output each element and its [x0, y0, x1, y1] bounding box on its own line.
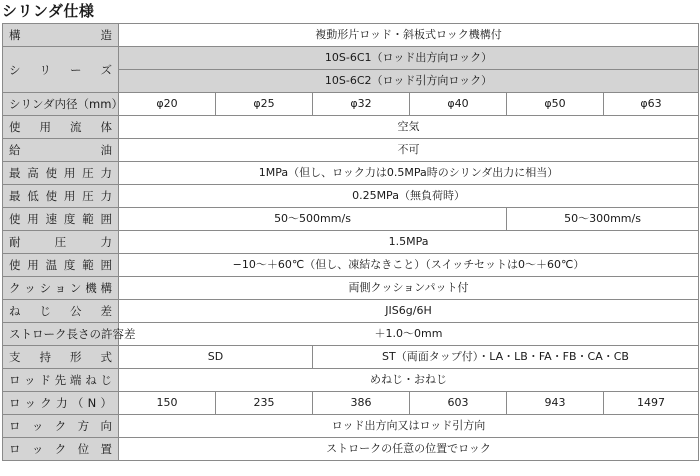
- value-stroke-tolerance: ＋1.0〜0mm: [119, 323, 699, 346]
- bore-cell: φ63: [604, 93, 699, 116]
- row-bore: [3, 93, 699, 116]
- label-mount: 支 持 形 式: [3, 346, 119, 369]
- label-stroke-tolerance: ストローク長さの許容差: [3, 323, 119, 346]
- label-lock-force: ロック力（N）: [3, 392, 119, 415]
- row-series-1: [3, 47, 699, 70]
- value-temp: −10〜＋60℃（但し、凍結なきこと）（スイッチセットは0〜＋60℃）: [119, 254, 699, 277]
- bore-cell: φ50: [507, 93, 604, 116]
- lock-force-cell: 150: [119, 392, 216, 415]
- value-thread: JIS6g/6H: [119, 300, 699, 323]
- lock-force-cell: 386: [313, 392, 410, 415]
- row-lock-position: [3, 438, 699, 461]
- value-cushion: 両側クッションパット付: [119, 277, 699, 300]
- label-cushion: クッション機構: [3, 277, 119, 300]
- row-structure: [3, 24, 699, 47]
- value-lock-direction: ロッド出方向又はロッド引方向: [119, 415, 699, 438]
- value-max-pressure: 1MPa（但し、ロック力は0.5MPa時のシリンダ出力に相当）: [119, 162, 699, 185]
- row-cushion: [3, 277, 699, 300]
- value-rod-end: めねじ・おねじ: [119, 369, 699, 392]
- value-speed-1: 50〜500mm/s: [119, 208, 507, 231]
- lock-force-cell: 943: [507, 392, 604, 415]
- lock-force-cell: 235: [216, 392, 313, 415]
- row-thread: [3, 300, 699, 323]
- label-lock-position: ロ ッ ク 位 置: [3, 438, 119, 461]
- row-proof: [3, 231, 699, 254]
- bore-cell: φ25: [216, 93, 313, 116]
- value-proof: 1.5MPa: [119, 231, 699, 254]
- row-speed: [3, 208, 699, 231]
- value-min-pressure: 0.25MPa（無負荷時）: [119, 185, 699, 208]
- label-lock-direction: ロ ッ ク 方 向: [3, 415, 119, 438]
- value-lock-position: ストロークの任意の位置でロック: [119, 438, 699, 461]
- cylinder-spec-table: [2, 23, 699, 461]
- row-rod-end: [3, 369, 699, 392]
- value-structure: 複動形片ロッド・斜板式ロック機構付: [119, 24, 699, 47]
- label-fluid: 使 用 流 体: [3, 116, 119, 139]
- label-max-pressure: 最高使用圧力: [3, 162, 119, 185]
- value-mount-2: ST（両面タップ付）・LA・LB・FA・FB・CA・CB: [313, 346, 699, 369]
- label-thread: ね じ 公 差: [3, 300, 119, 323]
- label-proof: 耐 圧 力: [3, 231, 119, 254]
- lock-force-cell: 1497: [604, 392, 699, 415]
- label-bore: シリンダ内径（mm）: [3, 93, 119, 116]
- label-lube: 給 油: [3, 139, 119, 162]
- label-temp: 使用温度範囲: [3, 254, 119, 277]
- row-fluid: [3, 116, 699, 139]
- label-series: シ リ ー ズ: [3, 47, 119, 93]
- value-mount-1: SD: [119, 346, 313, 369]
- value-series-2: 10S-6C2（ロッド引方向ロック）: [119, 70, 699, 93]
- label-speed: 使用速度範囲: [3, 208, 119, 231]
- label-rod-end: ロッド先端ねじ: [3, 369, 119, 392]
- row-max-pressure: [3, 162, 699, 185]
- row-temp: [3, 254, 699, 277]
- value-fluid: 空気: [119, 116, 699, 139]
- value-lube: 不可: [119, 139, 699, 162]
- page-title: シリンダ仕様: [2, 2, 95, 20]
- value-series-1: 10S-6C1（ロッド出方向ロック）: [119, 47, 699, 70]
- bore-cell: φ40: [410, 93, 507, 116]
- row-lock-force: [3, 392, 699, 415]
- row-mount: [3, 346, 699, 369]
- row-lock-direction: [3, 415, 699, 438]
- label-min-pressure: 最低使用圧力: [3, 185, 119, 208]
- row-stroke-tolerance: [3, 323, 699, 346]
- bore-cell: φ32: [313, 93, 410, 116]
- lock-force-cell: 603: [410, 392, 507, 415]
- bore-cell: φ20: [119, 93, 216, 116]
- label-structure: 構 造: [3, 24, 119, 47]
- row-min-pressure: [3, 185, 699, 208]
- row-lube: [3, 139, 699, 162]
- value-speed-2: 50〜300mm/s: [507, 208, 699, 231]
